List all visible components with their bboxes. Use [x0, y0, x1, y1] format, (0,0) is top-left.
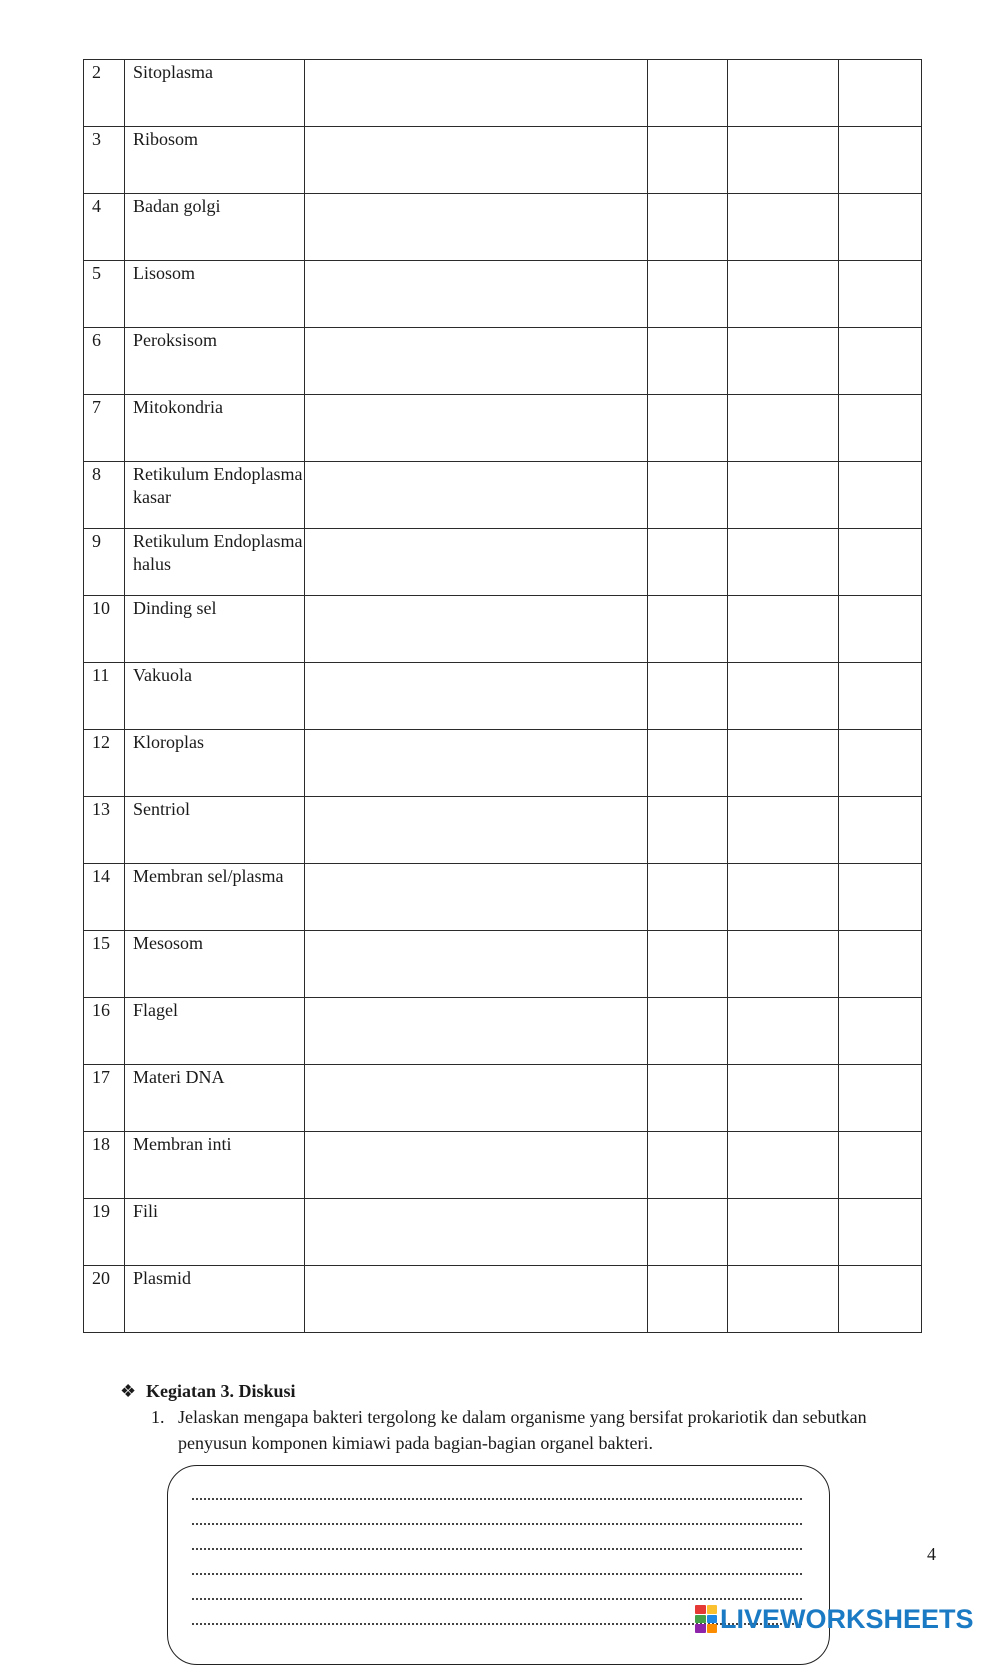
answer-line	[192, 1546, 802, 1550]
check-cell-3[interactable]	[839, 1065, 922, 1132]
row-number: 19	[84, 1199, 125, 1266]
table-row	[84, 1132, 922, 1199]
organelle-name: Membran inti	[125, 1132, 305, 1199]
table-row	[84, 328, 922, 395]
check-cell-3[interactable]	[839, 864, 922, 931]
function-cell[interactable]	[305, 864, 648, 931]
check-cell-2[interactable]	[728, 998, 839, 1065]
check-cell-3[interactable]	[839, 797, 922, 864]
check-cell-1[interactable]	[648, 998, 728, 1065]
check-cell-2[interactable]	[728, 60, 839, 127]
check-cell-3[interactable]	[839, 1199, 922, 1266]
check-cell-1[interactable]	[648, 730, 728, 797]
row-number: 11	[84, 663, 125, 730]
row-number: 10	[84, 596, 125, 663]
organelle-name: Lisosom	[125, 261, 305, 328]
row-number: 4	[84, 194, 125, 261]
question-text: Jelaskan mengapa bakteri tergolong ke dalam organisme yang bersifat prokariotik dan sebutkan penyusun komponen kimiawi pada bagian-bagian organel bakteri.	[178, 1407, 867, 1453]
organelle-name: Ribosom	[125, 127, 305, 194]
check-cell-2[interactable]	[728, 529, 839, 596]
check-cell-1[interactable]	[648, 1132, 728, 1199]
function-cell[interactable]	[305, 931, 648, 998]
table-row	[84, 931, 922, 998]
organelle-name: Flagel	[125, 998, 305, 1065]
function-cell[interactable]	[305, 998, 648, 1065]
organelle-name: Badan golgi	[125, 194, 305, 261]
table-row	[84, 127, 922, 194]
check-cell-1[interactable]	[648, 864, 728, 931]
table-row	[84, 998, 922, 1065]
check-cell-1[interactable]	[648, 462, 728, 529]
function-cell[interactable]	[305, 596, 648, 663]
check-cell-3[interactable]	[839, 998, 922, 1065]
check-cell-1[interactable]	[648, 797, 728, 864]
organelle-table	[83, 59, 922, 1333]
row-number: 15	[84, 931, 125, 998]
section-heading	[120, 1378, 940, 1404]
function-cell[interactable]	[305, 328, 648, 395]
check-cell-2[interactable]	[728, 395, 839, 462]
check-cell-2[interactable]	[728, 931, 839, 998]
page-number: 4	[927, 1544, 936, 1564]
organelle-name: Mesosom	[125, 931, 305, 998]
question-number: 1.	[151, 1407, 165, 1427]
table-row	[84, 529, 922, 596]
check-cell-2[interactable]	[728, 261, 839, 328]
check-cell-3[interactable]	[839, 328, 922, 395]
check-cell-3[interactable]	[839, 462, 922, 529]
check-cell-1[interactable]	[648, 395, 728, 462]
function-cell[interactable]	[305, 60, 648, 127]
organelle-name: Membran sel/plasma	[125, 864, 305, 931]
function-cell[interactable]	[305, 1199, 648, 1266]
function-cell[interactable]	[305, 261, 648, 328]
table-row	[84, 730, 922, 797]
row-number: 18	[84, 1132, 125, 1199]
answer-line	[192, 1571, 802, 1575]
check-cell-3[interactable]	[839, 596, 922, 663]
table-row	[84, 864, 922, 931]
row-number: 8	[84, 462, 125, 529]
check-cell-1[interactable]	[648, 1065, 728, 1132]
row-number: 17	[84, 1065, 125, 1132]
check-cell-2[interactable]	[728, 596, 839, 663]
table-row	[84, 462, 922, 529]
brand-name: LIVEWORKSHEETS	[720, 1604, 974, 1634]
check-cell-1[interactable]	[648, 931, 728, 998]
check-cell-3[interactable]	[839, 1266, 922, 1333]
check-cell-2[interactable]	[728, 328, 839, 395]
check-cell-1[interactable]	[648, 60, 728, 127]
function-cell[interactable]	[305, 663, 648, 730]
organelle-name: Fili	[125, 1199, 305, 1266]
row-number: 2	[84, 60, 125, 127]
organelle-name: Retikulum Endoplasma halus	[125, 529, 305, 596]
function-cell[interactable]	[305, 730, 648, 797]
answer-line	[192, 1496, 802, 1500]
organelle-name: Materi DNA	[125, 1065, 305, 1132]
table-row	[84, 395, 922, 462]
row-number: 7	[84, 395, 125, 462]
row-number: 6	[84, 328, 125, 395]
organelle-name: Dinding sel	[125, 596, 305, 663]
check-cell-2[interactable]	[728, 1132, 839, 1199]
check-cell-2[interactable]	[728, 194, 839, 261]
table-row	[84, 1065, 922, 1132]
function-cell[interactable]	[305, 462, 648, 529]
check-cell-1[interactable]	[648, 529, 728, 596]
organelle-name: Mitokondria	[125, 395, 305, 462]
organelle-name: Kloroplas	[125, 730, 305, 797]
answer-line	[192, 1521, 802, 1525]
function-cell[interactable]	[305, 395, 648, 462]
row-number: 13	[84, 797, 125, 864]
function-cell[interactable]	[305, 1065, 648, 1132]
organelle-name: Sitoplasma	[125, 60, 305, 127]
function-cell[interactable]	[305, 194, 648, 261]
row-number: 16	[84, 998, 125, 1065]
check-cell-2[interactable]	[728, 462, 839, 529]
check-cell-3[interactable]	[839, 529, 922, 596]
diamond-bullet-icon: ❖	[120, 1381, 137, 1401]
table-row	[84, 1266, 922, 1333]
table-row	[84, 1199, 922, 1266]
table-row	[84, 596, 922, 663]
check-cell-1[interactable]	[648, 1266, 728, 1333]
check-cell-3[interactable]	[839, 194, 922, 261]
section-title: Kegiatan 3. Diskusi	[146, 1381, 296, 1401]
check-cell-1[interactable]	[648, 1199, 728, 1266]
check-cell-1[interactable]	[648, 596, 728, 663]
question-1	[120, 1404, 940, 1456]
check-cell-2[interactable]	[728, 1199, 839, 1266]
check-cell-2[interactable]	[728, 1266, 839, 1333]
check-cell-2[interactable]	[728, 797, 839, 864]
organelle-name: Peroksisom	[125, 328, 305, 395]
row-number: 9	[84, 529, 125, 596]
liveworksheets-logo-icon	[695, 1605, 717, 1633]
row-number: 20	[84, 1266, 125, 1333]
row-number: 3	[84, 127, 125, 194]
check-cell-3[interactable]	[839, 60, 922, 127]
check-cell-1[interactable]	[648, 127, 728, 194]
check-cell-3[interactable]	[839, 261, 922, 328]
answer-line	[192, 1596, 802, 1600]
row-number: 14	[84, 864, 125, 931]
liveworksheets-brand[interactable]	[695, 1602, 974, 1636]
check-cell-3[interactable]	[839, 663, 922, 730]
check-cell-3[interactable]	[839, 1132, 922, 1199]
check-cell-3[interactable]	[839, 127, 922, 194]
organelle-name: Plasmid	[125, 1266, 305, 1333]
organelle-name: Sentriol	[125, 797, 305, 864]
function-cell[interactable]	[305, 529, 648, 596]
check-cell-1[interactable]	[648, 261, 728, 328]
check-cell-2[interactable]	[728, 730, 839, 797]
discussion-section	[120, 1378, 940, 1456]
table-row	[84, 797, 922, 864]
table-row	[84, 194, 922, 261]
function-cell[interactable]	[305, 1266, 648, 1333]
organelle-name: Retikulum Endoplasma kasar	[125, 462, 305, 529]
check-cell-3[interactable]	[839, 931, 922, 998]
table-row	[84, 261, 922, 328]
check-cell-2[interactable]	[728, 127, 839, 194]
function-cell[interactable]	[305, 797, 648, 864]
check-cell-1[interactable]	[648, 328, 728, 395]
table-row	[84, 60, 922, 127]
table-row	[84, 663, 922, 730]
function-cell[interactable]	[305, 1132, 648, 1199]
check-cell-3[interactable]	[839, 730, 922, 797]
check-cell-1[interactable]	[648, 663, 728, 730]
row-number: 5	[84, 261, 125, 328]
row-number: 12	[84, 730, 125, 797]
check-cell-2[interactable]	[728, 663, 839, 730]
check-cell-2[interactable]	[728, 864, 839, 931]
function-cell[interactable]	[305, 127, 648, 194]
check-cell-1[interactable]	[648, 194, 728, 261]
organelle-name: Vakuola	[125, 663, 305, 730]
check-cell-2[interactable]	[728, 1065, 839, 1132]
check-cell-3[interactable]	[839, 395, 922, 462]
